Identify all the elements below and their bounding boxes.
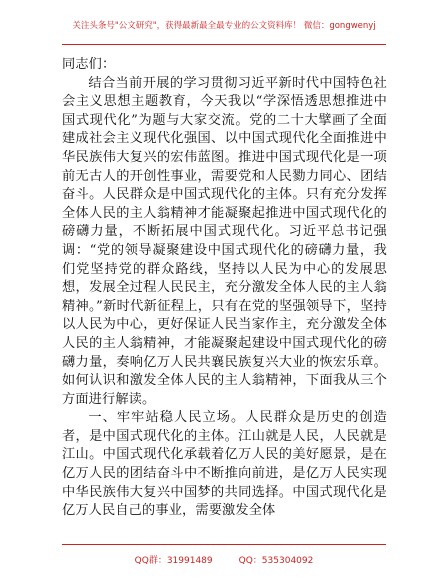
paragraph-section-one: 一、牢牢站稳人民立场。人民群众是历史的创造者，是中国式现代化的主体。江山就是人民，人民就是江山。中国式现代化承载着亿万人民的美好愿景，是在亿万人民的团结奋斗中不断推向前进，是亿万人民实现中华民族伟大复兴中国梦的共同选择。中国式现代化是亿万人民自己的事业，需要激发全体 (62, 410, 387, 519)
footer-qq-group: QQ群：31991489 (134, 555, 213, 566)
header-divider (62, 44, 386, 45)
page-header (62, 6, 386, 44)
footer-divider (62, 544, 386, 545)
header-text: 关注头条号"公文研究"，获得最新最全最专业的公文资料库！ 微信：gongwenyj (72, 21, 376, 31)
document-body (62, 56, 387, 521)
page-footer (62, 548, 386, 570)
paragraph-intro: 结合当前开展的学习贯彻习近平新时代中国特色社会主义思想主题教育，今天我以“学深悟透思想推进中国式现代化”为题与大家交流。党的二十大擘画了全面建成社会主义现代化强国、以中国式现代化全面推进中华民族伟大复兴的宏伟蓝图。推进中国式现代化是一项前无古人的开创性事业，需要党和人民勠力同心、团结奋斗。人民群众是中国式现代化的主体。只有充分发挥全体人民的主人翁精神才能凝聚起推进中国式现代化的磅礴力量，不断拓展中国式现代化。习近平总书记强调：“党的领导凝聚建设中国式现代化的磅礴力量，我们党坚持党的群众路线，坚持以人民为中心的发展思想，发展全过程人民民主，充分激发全体人民的主人翁精神。”新时代新征程上，只有在党的坚强领导下，坚持以人民为中心，更好保证人民当家作主，充分激发全体人民的主人翁精神，才能凝聚起建设中国式现代化的磅礴力量，奏响亿万人民共襄民族复兴大业的恢宏乐章。如何认识和激发全体人民的主人翁精神，下面我从三个方面进行解读。 (62, 75, 387, 407)
footer-qq-contact: QQ：535304092 (238, 555, 314, 566)
greeting: 同志们： (62, 57, 116, 72)
